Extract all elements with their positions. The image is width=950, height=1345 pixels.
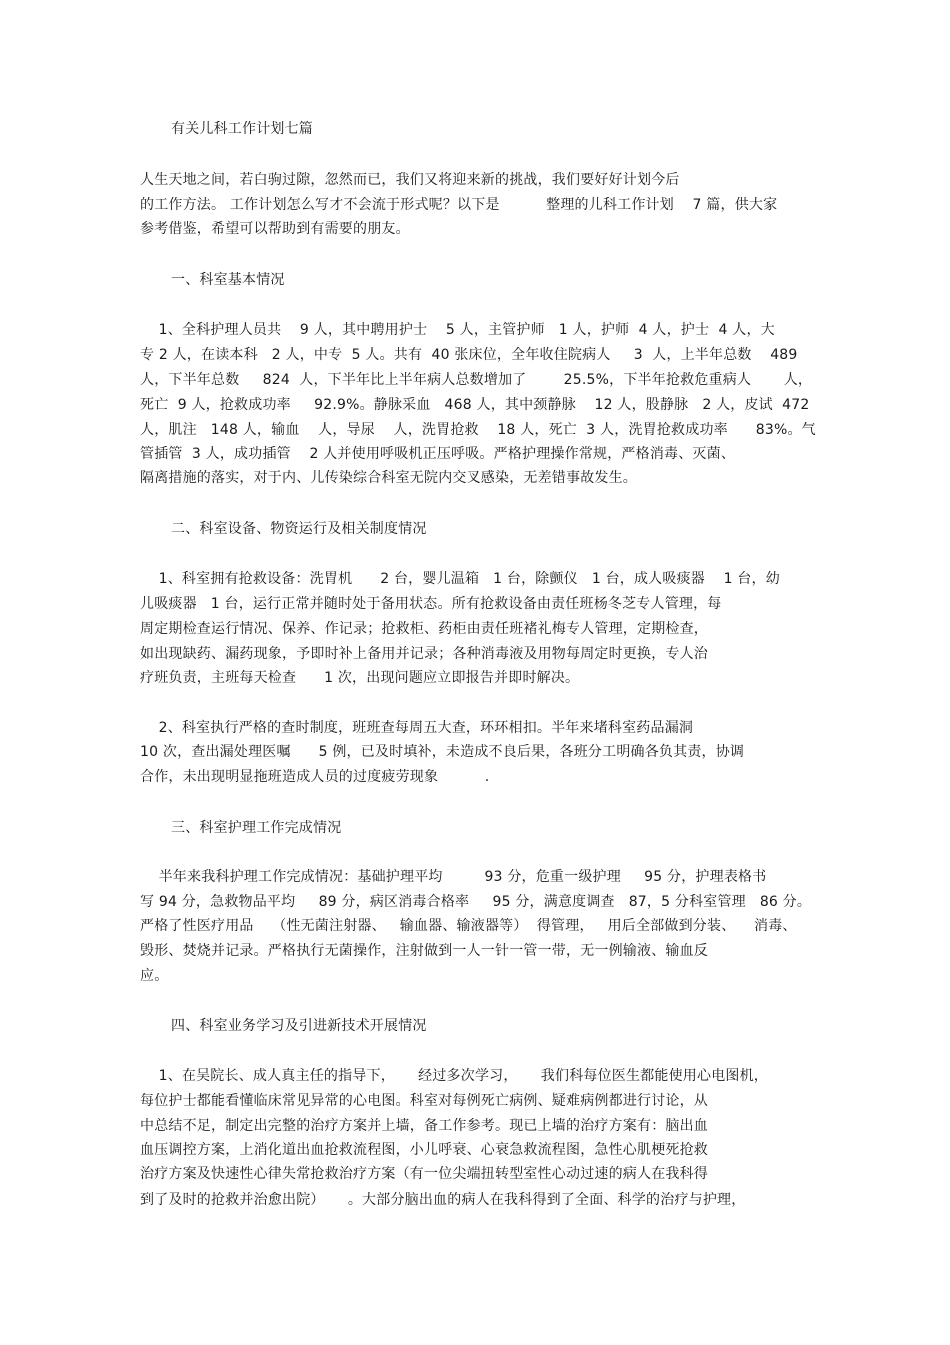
section-heading: 四、科室业务学习及引进新技术开展情况 xyxy=(171,1018,427,1034)
paragraph-line: 1、在吴院长、成人真主任的指导下， 经过多次学习， 我们科每位医生都能使用心电图机， xyxy=(140,1068,769,1084)
paragraph-line: 人，肌注 148 人，输血 人，导尿 人，洗胃抢救 18 人，死亡 3 人，洗胃抢救成功率 83%。气 xyxy=(140,422,816,438)
paragraph-line: 儿吸痰器 1 台，运行正常并随时处于备用状态。所有抢救设备由责任班杨冬芝专人管理，每 xyxy=(140,596,722,612)
paragraph-line: 人，下半年总数 824 人，下半年比上半年病人总数增加了 25.5%，下半年抢救危重病人 人， xyxy=(140,372,813,388)
paragraph-line: 管插管 3 人，成功插管 2 人并使用呼吸机正压呼吸。严格护理操作常规，严格消毒、灭菌、 xyxy=(140,446,736,462)
section-heading: 二、科室设备、物资运行及相关制度情况 xyxy=(171,521,427,537)
paragraph-line: 2、科室执行严格的查时制度，班班查每周五大查，环环相扣。半年来堵科室药品漏洞 xyxy=(140,720,694,736)
intro-line: 参考借鉴，希望可以帮助到有需要的朋友。 xyxy=(140,221,410,237)
intro-line: 的工作方法。 工作计划怎么写才不会流于形式呢？以下是 整理的儿科工作计划 7 篇，供大家 xyxy=(140,197,778,213)
paragraph-line: 写 94 分，急救物品平均 89 分，病区消毒合格率 95 分，满意度调查 87，5 分科室管理 86 分。 xyxy=(140,894,812,910)
paragraph-line: 合作，未出现明显拖班造成人员的过度疲劳现象 . xyxy=(140,769,490,785)
paragraph-line: 应。 xyxy=(140,968,169,984)
section-heading: 一、科室基本情况 xyxy=(171,272,285,288)
paragraph-line: 治疗方案及快速性心律失常抢救治疗方案（有一位尖端扭转型室性心动过速的病人在我科得 xyxy=(140,1166,708,1182)
paragraph-line: 毁形、焚烧并记录。严格执行无菌操作，注射做到一人一针一管一带，无一例输液、输血反 xyxy=(140,943,708,959)
document-title: 有关儿科工作计划七篇 xyxy=(171,121,313,137)
paragraph-line: 到了及时的抢救并治愈出院） 。大部分脑出血的病人在我科得到了全面、科学的治疗与护理， xyxy=(140,1192,746,1208)
paragraph-line: 半年来我科护理工作完成情况：基础护理平均 93 分，危重一级护理 95 分，护理表格书 xyxy=(140,869,767,885)
paragraph-line: 周定期检查运行情况、保养、作记录；抢救柜、药柜由责任班褚礼梅专人管理，定期检查， xyxy=(140,621,708,637)
paragraph-line: 如出现缺药、漏药现象，予即时补上备用并记录；各种消毒液及用物每周定时更换，专人治 xyxy=(140,646,708,662)
paragraph-line: 专 2 人，在读本科 2 人，中专 5 人。共有 40 张床位，全年收住院病人 3 人，上半年总数 489 xyxy=(140,347,798,363)
paragraph-line: 严格了性医疗用品 （性无菌注射器、 输血器、输液器等） 得管理， 用后全部做到分装、 消毒、 xyxy=(140,918,797,934)
paragraph-line: 死亡 9 人，抢救成功率 92.9%。静脉采血 468 人，其中颈静脉 12 人，股静脉 2 人，皮试 472 xyxy=(140,397,810,413)
section-heading: 三、科室护理工作完成情况 xyxy=(171,820,342,836)
paragraph-line: 每位护士都能看懂临床常见异常的心电图。科室对每例死亡病例、疑难病例都进行讨论，从 xyxy=(140,1093,708,1109)
paragraph-line: 疗班负责，主班每天检查 1 次，出现问题应立即报告并即时解决。 xyxy=(140,670,580,686)
paragraph-line: 血压调控方案，上消化道出血抢救流程图，小儿呼衰、心衰急救流程图，急性心肌梗死抢救 xyxy=(140,1142,708,1158)
paragraph-line: 1、科室拥有抢救设备：洗胃机 2 台，婴儿温箱 1 台，除颤仪 1 台，成人吸痰器 1 台，幼 xyxy=(140,571,780,587)
paragraph-line: 隔离措施的落实，对于内、儿传染综合科室无院内交叉感染，无差错事故发生。 xyxy=(140,470,637,486)
intro-line: 人生天地之间，若白驹过隙，忽然而已，我们又将迎来新的挑战，我们要好好计划今后 xyxy=(140,172,680,188)
paragraph-line: 1、全科护理人员共 9 人，其中聘用护士 5 人，主管护师 1 人，护师 4 人，护士 4 人，大 xyxy=(140,322,775,338)
paragraph-line: 中总结不足，制定出完整的治疗方案并上墙，备工作参考。现已上墙的治疗方案有：脑出血 xyxy=(140,1118,708,1134)
paragraph-line: 10 次，查出漏处理医嘱 5 例，已及时填补，未造成不良后果，各班分工明确各负其责，协调 xyxy=(140,744,745,760)
